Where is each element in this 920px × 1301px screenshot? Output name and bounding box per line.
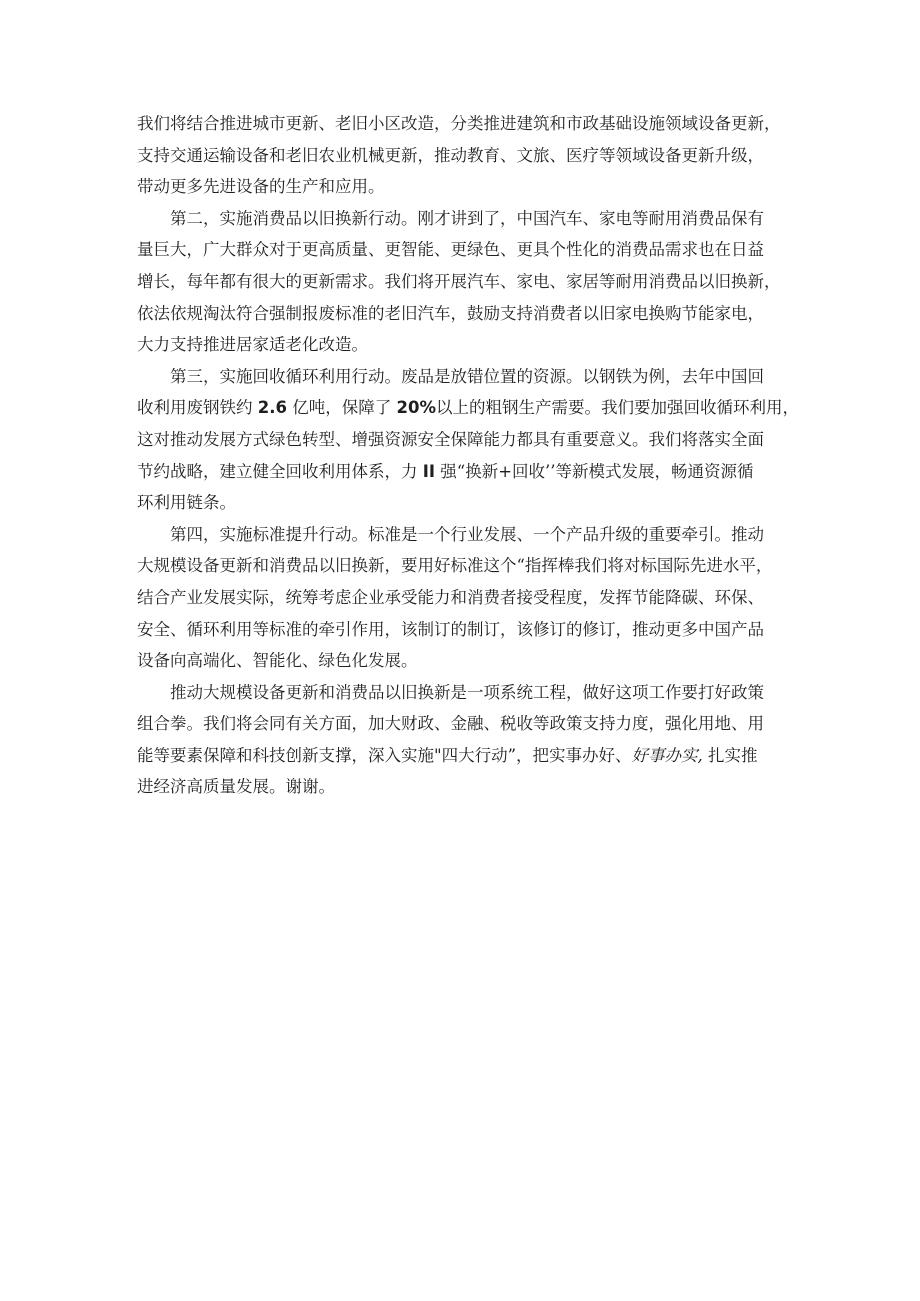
paragraph-standards	[137, 519, 797, 677]
text-span: 收利用废钢铁约	[137, 398, 258, 418]
text-span: 强“换新+回收’’等新模式发展，畅通资源循	[435, 461, 754, 481]
text-line: 增长，每年都有很大的更新需求。我们将开展汽车、家电、家居等耐用消费品以旧换新，	[137, 271, 781, 291]
ocr-artifact-text: II	[422, 461, 436, 481]
text-line: 支持交通运输设备和老旧农业机械更新，推动教育、文旅、医疗等领域设备更新升级，	[137, 145, 764, 165]
steel-volume-number: 2.6	[257, 398, 287, 418]
text-line: 大力支持推进居家适老化改造。	[137, 335, 368, 355]
text-line: 设备向高端化、智能化、绿色化发展。	[137, 651, 418, 671]
text-line: 量巨大，广大群众对于更高质量、更智能、更绿色、更具个性化的消费品需求也在日益	[137, 240, 764, 260]
text-line: 第三，实施回收循环利用行动。废品是放错位置的资源。以钢铁为例，去年中国回	[170, 366, 764, 386]
text-line: 环利用链条。	[137, 493, 236, 513]
text-line: 结合产业发展实际，统筹考虑企业承受能力和消费者接受程度，发挥节能降碳、环保、	[137, 587, 764, 607]
paragraph-consumer-goods-tradein	[137, 203, 797, 361]
text-line: 第二，实施消费品以旧换新行动。刚才讲到了，中国汽车、家电等耐用消费品保有	[170, 208, 764, 228]
text-span: 能等要素保障和科技创新支撑，深入实施"四大行动”，把实事办好、	[137, 745, 632, 765]
text-line: 这对推动发展方式绿色转型、增强资源安全保障能力都具有重要意义。我们将落实全面	[137, 429, 764, 449]
text-line: 我们将结合推进城市更新、老旧小区改造，分类推进建筑和市政基础设施领域设备更新，	[137, 114, 781, 133]
text-line: 带动更多先进设备的生产和应用。	[137, 177, 385, 197]
paragraph-equipment-renewal	[137, 108, 797, 203]
text-line: 依法依规淘汰符合强制报废标准的老旧汽车，鼓励支持消费者以旧家电换购节能家电，	[137, 303, 764, 323]
text-line: 大规模设备更新和消费品以旧换新，要用好标准这个“指挥棒我们将对标国际先进水平，	[137, 556, 773, 576]
paragraph-recycling	[137, 361, 797, 519]
text-span: 节约战略，建立健全回收利用体系，力	[137, 461, 423, 481]
text-span: 扎实推	[702, 745, 758, 765]
text-line: 组合拳。我们将会同有关方面，加大财政、金融、税收等政策支持力度，强化用地、用	[137, 714, 764, 734]
paragraph-conclusion	[137, 677, 797, 803]
text-line: 安全、循环利用等标准的牵引作用，该制订的制订，该修订的修订，推动更多中国产品	[137, 619, 764, 639]
text-line: 推动大规模设备更新和消费品以旧换新是一项系统工程，做好这项工作要打好政策	[170, 682, 764, 702]
text-line	[137, 392, 797, 424]
text-line: 进经济高质量发展。谢谢。	[137, 777, 335, 797]
text-line	[137, 740, 797, 772]
document-body	[137, 108, 797, 803]
steel-share-percent: 20%	[396, 398, 436, 418]
text-span: 以上的粗钢生产需要。我们要加强回收循环利用，	[435, 398, 799, 418]
text-line	[137, 456, 797, 488]
text-span: 亿吨，保障了	[286, 398, 397, 418]
italic-phrase: 好事办实,	[631, 745, 703, 765]
text-line: 第四，实施标准提升行动。标准是一个行业发展、一个产品升级的重要牵引。推动	[170, 524, 764, 544]
